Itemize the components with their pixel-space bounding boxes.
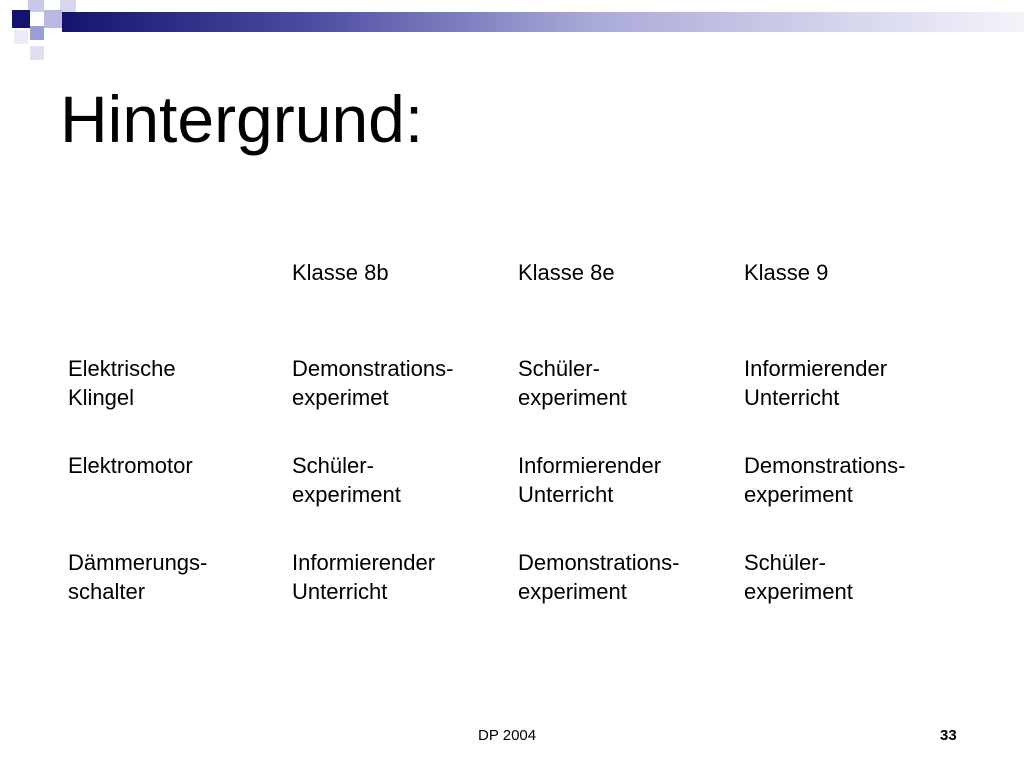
cell-line: Informierender [744, 356, 888, 381]
table-cell [744, 354, 968, 451]
cell-line: Demonstrations- [744, 453, 906, 478]
cell-line: Informierender [518, 453, 662, 478]
table-cell [518, 354, 744, 451]
table-cell [292, 548, 518, 645]
decor-square [44, 10, 62, 28]
comparison-table [68, 258, 968, 645]
cell-line: experimet [292, 385, 389, 410]
table-row [68, 451, 968, 548]
decor-square [30, 26, 44, 40]
header-cell-klasse-8b: Klasse 8b [292, 260, 389, 285]
table-cell [744, 451, 968, 548]
cell-line: experiment [744, 482, 853, 507]
cell-line: Unterricht [292, 579, 388, 604]
decor-square [60, 0, 76, 12]
decor-square [14, 30, 28, 44]
row-topic [68, 451, 292, 548]
decor-square [30, 46, 44, 60]
table-cell [292, 451, 518, 548]
table-row [68, 548, 968, 645]
cell-line: Unterricht [744, 385, 840, 410]
slide-title: Hintergrund: [60, 82, 424, 156]
decor-square [12, 10, 30, 28]
table-header-row [68, 258, 968, 354]
table-cell [292, 354, 518, 451]
table-cell [518, 451, 744, 548]
table-row [68, 354, 968, 451]
header-gradient-bar [62, 12, 1024, 32]
header-cell-klasse-9: Klasse 9 [744, 260, 829, 285]
cell-line: Schüler- [518, 356, 600, 381]
table-cell [744, 548, 968, 645]
row-topic [68, 548, 292, 645]
header-cell-empty [68, 258, 292, 354]
cell-line: Dämmerungs- [68, 550, 208, 575]
decor-square [28, 0, 44, 12]
cell-line: Klingel [68, 385, 135, 410]
row-topic [68, 354, 292, 451]
header-cell-klasse-8e: Klasse 8e [518, 260, 615, 285]
cell-line: Unterricht [518, 482, 614, 507]
cell-line: Schüler- [292, 453, 374, 478]
footer-text: DP 2004 [478, 727, 537, 744]
cell-line: experiment [744, 579, 853, 604]
cell-line: Demonstrations- [518, 550, 680, 575]
cell-line: experiment [518, 579, 627, 604]
cell-line: schalter [68, 579, 146, 604]
cell-line: Schüler- [744, 550, 826, 575]
cell-line: Informierender [292, 550, 436, 575]
page-number: 33 [940, 727, 957, 744]
cell-line: experiment [292, 482, 401, 507]
table-cell [518, 548, 744, 645]
cell-line: Elektrische [68, 356, 176, 381]
cell-line: experiment [518, 385, 627, 410]
cell-line: Demonstrations- [292, 356, 454, 381]
cell-line: Elektromotor [68, 453, 193, 478]
